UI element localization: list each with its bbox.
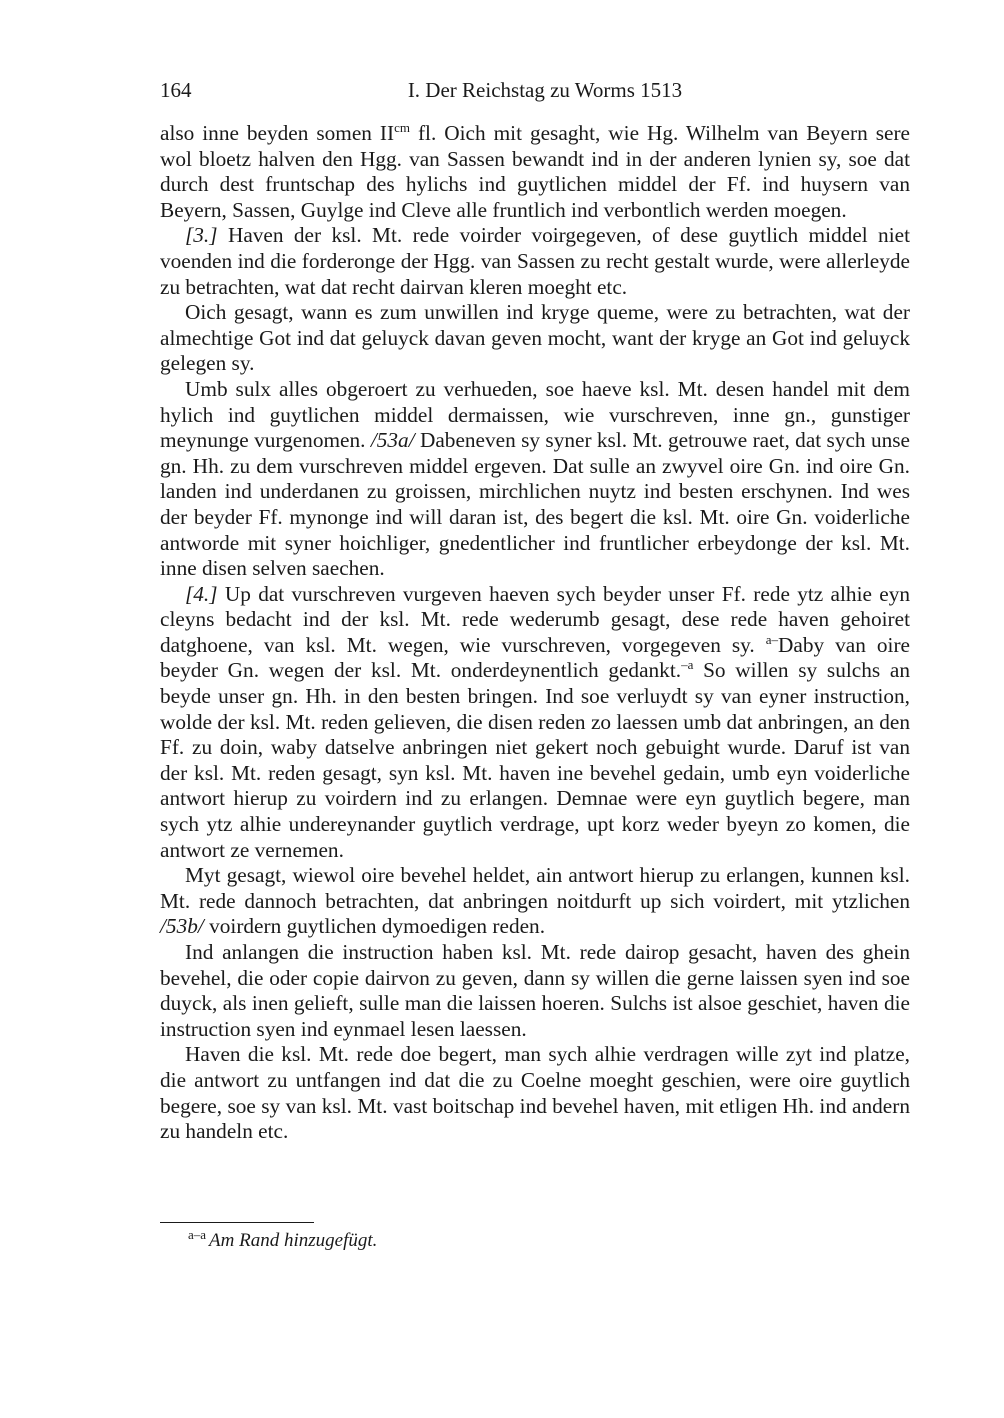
footnote-mark: a–a: [188, 1226, 207, 1242]
footnote-ref-close: –a: [681, 657, 694, 673]
footnote-text: Am Rand hinzugefügt.: [209, 1230, 378, 1251]
paragraph-6: Myt gesagt, wiewol oire bevehel heldet, ain antwort hierup zu erlangen, kunnen ksl. Mt. rede dannoch betrachten, dat anbringen noitdurft up sich voirdert, mit ytzlichen /53b/ voirdern guytlichen dymoedigen reden.: [160, 863, 910, 939]
section-mark-4: [4.]: [185, 581, 218, 606]
paragraph-3: Oich gesagt, wann es zum unwillen ind kryge queme, were zu betrachten, wat der almechtige Got ind dat geluyck davan geven mocht, want der kryge an Got ind geluyck gelegen sy.: [160, 300, 910, 376]
superscript-cm: cm: [394, 119, 410, 135]
folio-mark-53b: /53b/: [160, 914, 204, 939]
paragraph-5: [4.] Up dat vurschreven vurgeven haeven sych beyder unser Ff. rede ytz alhie eyn cleyns bedacht ind der ksl. Mt. rede wederumb gesagt, dese rede haven gehoiret datghoene, van ksl. Mt. wegen, wie vurschreven, vorgegeven sy. $^{a-}$Daby van oire beyder Gn. wegen der ksl. Mt. onderdeynentlich gedankt.$^{-a}$ So willen sy sulchs an beyde unser gn. Hh. in den besten bringen. Ind soe verluydt sy van eyner instruction, wolde der ksl. Mt. reden gelieven, die disen reden zo laessen umb dat anbringen, an den Ff. zu doin, waby datselve anbringen niet gekert noch gebuight wurde. Daruf ist van der ksl. Mt. reden gesagt, syn ksl. Mt. haven ine bevehel gedain, umb eyn voiderliche antwort hierup zu voirdern ind zu erlangen. Demnae were eyn guytlich begere, man sych ytz alhie undereynander guytlich verdrage, upt korz weder byeyn zo komen, die antwort ze vernemen.: [160, 581, 911, 862]
page-number: 164: [160, 78, 192, 102]
folio-mark-53a: /53a/: [370, 428, 415, 453]
paragraph-8: Haven die ksl. Mt. rede doe begert, man sych alhie verdragen wille zyt ind platze, die antwort zu untfangen ind dat die zu Coelne moeght geschien, were oire guytlich begere, soe sy van ksl. Mt. vast boitschap ind bevehel haven, mit etligen Hh. ind andern zu handeln etc.: [160, 1042, 910, 1144]
footnote: [188, 1226, 378, 1252]
body-text: [160, 121, 910, 1145]
paragraph-7: Ind anlangen die instruction haben ksl. Mt. rede dairop gesacht, haven des ghein bevehel, die oder copie dairvon zu geven, dann sy willen die gerne laissen syen ind soe duyck, als inen gelieft, sulle man die laissen hoeren. Sulchs ist alsoe geschiet, haven die instruction syen ind eynmael lesen laessen.: [160, 940, 910, 1041]
section-mark-3: [3.]: [185, 223, 218, 248]
footnote-ref-open: a–: [765, 631, 779, 647]
paragraph-1: also inne beyden somen $II^{cm}$ fl. Oich mit gesaght, wie Hg. Wilhelm van Beyern sere wol bloetz halven den Hgg. van Sassen bewandt ind in der anderen lynien sy, soe dat durch dest fruntschap des hylichs ind guytlichen middel der Ff. ind huysern van Beyern, Sassen, Guylge ind Cleve alle fruntlich ind verbontlich werden moegen.: [160, 119, 910, 222]
paragraph-4: Umb sulx alles obgeroert zu verhueden, soe haeve ksl. Mt. desen handel mit dem hylich ind guytlichen middel dermaissen, wie vurschreven, inne gn., gunstiger meynunge vurgenomen. /53a/ Dabeneven sy syner ksl. Mt. getrouwe raet, dat sych unse gn. Hh. zu dem vurschreven middel ergeven. Dat sulle an zwyvel oire Gn. ind oire Gn. landen ind underdanen zu groissen, mirchlichen nuytz ind besten erschynen. Ind wes der beyder Ff. mynonge ind will daran ist, des begert die ksl. Mt. oire Gn. voiderliche antworde mit syner hoichliger, gnedentlicher ind fruntlicher erbeydonge der ksl. Mt. inne disen selven saechen.: [160, 376, 910, 581]
page-header: [160, 78, 910, 108]
paragraph-2: [3.] Haven der ksl. Mt. rede voirder voirgegeven, of dese guytlich middel niet voenden ind die forderonge der Hgg. van Sassen zu recht gestalt wurde, were allerleyde zu betrachten, wat dat recht dairvan kleren moeght etc.: [160, 223, 910, 299]
footnote-divider: [160, 1222, 314, 1223]
running-title: I. Der Reichstag zu Worms 1513: [407, 78, 683, 102]
